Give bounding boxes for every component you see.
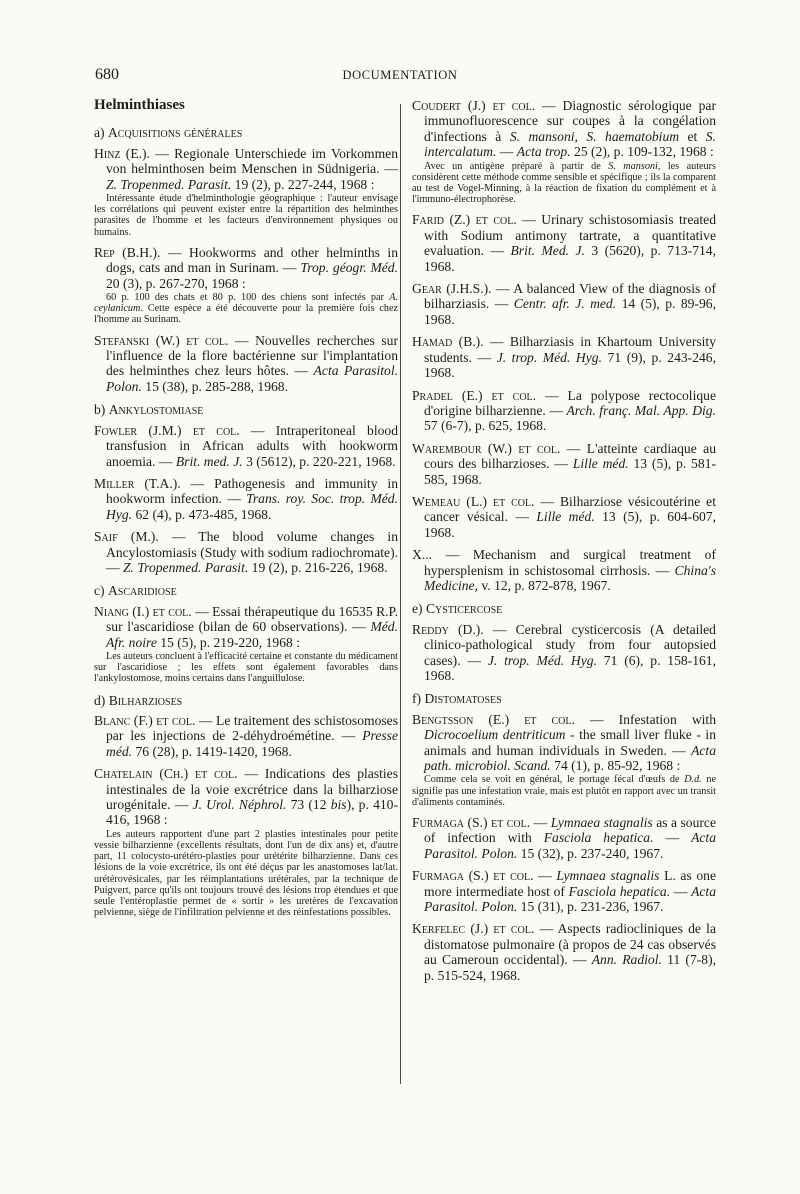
citation: Chatelain (Ch.) et col. — Indications des plasties intestinales de la voie excrétrice dans la bilharziose urogénitale. — J. Urol. Néphrol. 73 (12 bis), p. 410-416, 1968 : bbox=[94, 766, 398, 828]
right-column bbox=[412, 98, 716, 990]
abstract-note: 60 p. 100 des chats et 80 p. 100 des chiens sont infectés par A. ceylanicum. Cette espèce a été découverte pour la première fois chez l'homme au Surinam. bbox=[94, 292, 398, 326]
bibliography-entry bbox=[412, 547, 716, 593]
bibliography-entry bbox=[94, 333, 398, 395]
column-divider bbox=[400, 104, 401, 1084]
journal: Lille méd. bbox=[572, 456, 629, 472]
citation: Miller (T.A.). — Pathogenesis and immunity in hookworm infection. — Trans. roy. Soc. trop. Méd. Hyg. 62 (4), p. 473-485, 1968. bbox=[94, 475, 399, 522]
bibliography-entry bbox=[412, 622, 716, 684]
journal: Acta path. microbiol. Scand. bbox=[424, 742, 716, 774]
author: Hamad (B.). bbox=[412, 334, 484, 350]
journal: Z. Tropenmed. Parasit. bbox=[123, 559, 249, 575]
author: Wemeau (L.) et col. bbox=[412, 493, 535, 509]
journal: Acta trop. bbox=[516, 144, 571, 160]
citation: Warembour (W.) et col. — L'atteinte cardiaque au cours des bilharzioses. — Lille méd. 13 (5), p. 581-585, 1968. bbox=[412, 440, 716, 487]
author: Miller (T.A.). bbox=[94, 475, 181, 491]
page-number: 680 bbox=[95, 66, 119, 83]
bibliography-entry bbox=[412, 281, 716, 327]
citation: Bengtsson (E.) et col. — Infestation with Dicrocoelium dentriticum - the small liver fluke - in animals and human individuals in Sweden. — Acta path. microbiol. Scand. 74 (1), p. 85-92, 1968 : bbox=[412, 711, 716, 774]
citation: Hamad (B.). — Bilharziasis in Khartoum University students. — J. trop. Méd. Hyg. 71 (9), p. 243-246, 1968. bbox=[412, 334, 716, 381]
citation: X... — Mechanism and surgical treatment of hypersplenism in schistosomal cirrhosis. — China's Medicine, v. 12, p. 872-878, 1967. bbox=[412, 547, 716, 593]
citation: Niang (I.) et col. — Essai thérapeutique du 16535 R.P. sur l'ascaridiose (bilan de 60 observations). — Méd. Afr. noire 15 (5), p. 219-220, 1968 : bbox=[94, 603, 398, 650]
author: Coudert (J.) et col. bbox=[412, 98, 536, 113]
journal: Arch. franç. Mal. App. Dig. bbox=[566, 402, 716, 418]
abstract-note: Les auteurs concluent à l'efficacité certaine et constante du médicament sur l'ascaridiose ; les effets sont également favorables dans l'ankylostomose, moins certains dans l'anguillulose. bbox=[94, 650, 398, 685]
bibliography-entry bbox=[94, 146, 398, 238]
journal: J. trop. Méd. Hyg. bbox=[496, 349, 602, 365]
bibliography-entry bbox=[94, 476, 398, 522]
abstract-note: Comme cela se voit en général, le portage fécal d'œufs de D.d. ne signifie pas une infestation vraie, mais est plutôt en rapport avec un transit d'aliments contaminés. bbox=[412, 774, 716, 808]
author: Blanc (F.) et col. bbox=[94, 713, 196, 728]
journal: Acta Parasitol. Polon. bbox=[424, 883, 717, 915]
journal: Trop. géogr. Méd. bbox=[300, 260, 398, 276]
bibliography-entry bbox=[94, 423, 398, 469]
journal: China's Medicine, bbox=[424, 562, 716, 593]
bibliography-entry bbox=[412, 441, 716, 487]
journal: Centr. afr. J. med. bbox=[513, 296, 617, 312]
journal: J. trop. Méd. Hyg. bbox=[487, 652, 597, 668]
subsection-heading-e: e) Cysticercose bbox=[412, 601, 503, 617]
journal: Acta Parasitol. Polon. bbox=[424, 830, 716, 861]
journal: Méd. Afr. noire bbox=[106, 619, 398, 650]
running-title: DOCUMENTATION bbox=[342, 68, 458, 82]
citation: Hinz (E.). — Regionale Unterschiede im Vorkommen von helminthosen beim Menschen in Südnigeria. — Z. Tropenmed. Parasit. 19 (2), p. 227-244, 1968 : bbox=[94, 145, 398, 192]
author: Rep (B.H.). bbox=[94, 244, 161, 260]
abstract-note: Les auteurs rapportent d'une part 2 plasties intestinales pour petite vessie bilharzienne (excellents résultats, dont l'un de dix ans) et, d'autre part, 11 colocysto-urétéro-plasties pour urétérite bilharzienne. Dans ces lésions de la voie excrétrice, ils ont été déçus par les anastomoses lat/lat. urétérovésicales, par les réimplantations urétérales, par la technique de Puigvert, parce qu'ils ont toujours trouvé des lésions trop étendues et que seule l'entéroplastie permet de « sortir » les uretères de l'excavation pelvienne, siège de l'infiltration pelvienne et des réinfestations possibles. bbox=[94, 828, 398, 919]
bibliography-entry bbox=[412, 334, 716, 380]
citation: Gear (J.H.S.). — A balanced View of the diagnosis of bilharziasis. — Centr. afr. J. med. 14 (5), p. 89-96, 1968. bbox=[412, 281, 717, 327]
citation: Farid (Z.) et col. — Urinary schistosomiasis treated with Sodium antimony tartrate, a quantitative evaluation. — Brit. Med. J. 3 (5620), p. 713-714, 1968. bbox=[412, 212, 717, 274]
bibliography-entry bbox=[94, 529, 398, 575]
author: X... bbox=[412, 547, 433, 563]
author: Fowler (J.M.) et col. bbox=[94, 422, 240, 438]
citation: Reddy (D.). — Cerebral cysticercosis (A detailed clinico-pathological study from four autopsied cases). — J. trop. Méd. Hyg. 71 (6), p. 158-161, 1968. bbox=[412, 621, 716, 683]
citation: Rep (B.H.). — Hookworms and other helminths in dogs, cats and man in Surinam. — Trop. géogr. Méd. 20 (3), p. 267-270, 1968 : bbox=[94, 244, 398, 291]
author: Pradel (E.) et col. bbox=[412, 387, 537, 403]
bibliography-entry bbox=[412, 868, 716, 914]
citation: Furmaga (S.) et col. — Lymnaea stagnalis L. as one more intermediate host of Fasciola hepatica. — Acta Parasitol. Polon. 15 (31), p. 231-236, 1967. bbox=[412, 868, 717, 915]
bibliography-entry bbox=[94, 604, 398, 685]
author: Saif (M.). bbox=[94, 529, 159, 545]
bibliography-entry bbox=[94, 245, 398, 326]
citation: Saif (M.). — The blood volume changes in Ancylostomiasis (Study with sodium radiochromate). — Z. Tropenmed. Parasit. 19 (2), p. 216-226, 1968. bbox=[94, 529, 399, 575]
bibliography-entry bbox=[94, 713, 398, 759]
citation: Stefanski (W.) et col. — Nouvelles recherches sur l'influence de la flore bactérienne sur l'implantation des helminthes chez leurs hôtes. — Acta Parasitol. Polon. 15 (38), p. 285-288, 1968. bbox=[94, 332, 399, 394]
bibliography-entry bbox=[412, 494, 716, 540]
bibliography-entry bbox=[412, 212, 716, 274]
journal: Ann. Radiol. bbox=[591, 952, 662, 968]
author: Reddy (D.). bbox=[412, 621, 484, 637]
journal: Trans. roy. Soc. trop. Méd. Hyg. bbox=[106, 491, 399, 522]
citation: Coudert (J.) et col. — Diagnostic sérologique par immunofluorescence sur coupes à la congélation d'infections à S. mansoni, S. haematobium et S. intercalatum. — Acta trop. 25 (2), p. 109-132, 1968 : bbox=[412, 98, 716, 160]
left-column bbox=[94, 98, 398, 925]
citation: Furmaga (S.) et col. — Lymnaea stagnalis as a source of infection with Fasciola hepatica. — Acta Parasitol. Polon. 15 (32), p. 237-240, 1967. bbox=[412, 815, 716, 861]
journal: Lille méd. bbox=[536, 509, 595, 525]
subsection-heading-d: d) Bilharzioses bbox=[94, 692, 183, 708]
author: Niang (I.) et col. bbox=[94, 603, 192, 619]
author: Farid (Z.) et col. bbox=[412, 212, 517, 228]
citation: Kerfelec (J.) et col. — Aspects radiocliniques de la distomatose pulmonaire (à propos de 24 cas observés au Cameroun occidental). — Ann. Radiol. 11 (7-8), p. 515-524, 1968. bbox=[412, 921, 716, 983]
author: Hinz (E.). bbox=[94, 145, 150, 161]
journal: Brit. Med. J. bbox=[510, 243, 585, 259]
bibliography-entry bbox=[94, 766, 398, 918]
bibliography-entry bbox=[412, 921, 716, 983]
author: Furmaga (S.) et col. bbox=[412, 868, 534, 884]
bibliography-entry bbox=[412, 98, 716, 205]
subsection-heading-c: c) Ascaridiose bbox=[94, 583, 177, 599]
author: Bengtsson (E.) et col. bbox=[412, 711, 575, 727]
subsection-heading-a: a) Acquisitions générales bbox=[94, 125, 243, 141]
citation: Wemeau (L.) et col. — Bilharziose vésicoutérine et cancer vésical. — Lille méd. 13 (5), p. 604-607, 1968. bbox=[412, 493, 717, 540]
subsection-heading-b: b) Ankylostomiase bbox=[94, 402, 204, 418]
citation: Pradel (E.) et col. — La polypose rectocolique d'origine bilharzienne. — Arch. franç. Mal. App. Dig. 57 (6-7), p. 625, 1968. bbox=[412, 387, 716, 434]
author: Kerfelec (J.) et col. bbox=[412, 921, 535, 937]
journal: Acta Parasitol. Polon. bbox=[106, 363, 398, 394]
journal: Z. Tropenmed. Parasit. bbox=[106, 176, 232, 192]
author: Gear (J.H.S.). bbox=[412, 281, 492, 297]
journal: Brit. med. J. bbox=[175, 453, 243, 469]
bibliography-entry bbox=[412, 815, 716, 861]
citation: Blanc (F.) et col. — Le traitement des schistosomoses par les injections de 2-déhydroémétine. — Presse méd. 76 (28), p. 1419-1420, 1968. bbox=[94, 713, 399, 759]
subsection-heading-f: f) Distomatoses bbox=[412, 691, 502, 707]
bibliography-entry bbox=[412, 712, 716, 808]
abstract-note: Intéressante étude d'helminthologie géographique : l'auteur envisage les corrélations qui peuvent exister entre la répartition des helminthes parasites de l'homme et les facteurs d'environnement physiques ou humains. bbox=[94, 193, 398, 238]
author: Stefanski (W.) et col. bbox=[94, 332, 229, 348]
author: Warembour (W.) et col. bbox=[412, 440, 561, 456]
citation: Fowler (J.M.) et col. — Intraperitoneal blood transfusion in African adults with hookworm anoemia. — Brit. med. J. 3 (5612), p. 220-221, 1968. bbox=[94, 422, 398, 469]
abstract-note: Avec un antigène préparé à partir de S. mansoni, les auteurs considèrent cette méthode comme sensible et spécifique ; ils la comparent au test de Vogel-Minning, à la réaction de fixation du complément et à l'immuno-électrophorèse. bbox=[412, 160, 716, 206]
author: Furmaga (S.) et col. bbox=[412, 815, 531, 831]
journal: J. Urol. Néphrol. bbox=[192, 797, 287, 813]
bibliography-entry bbox=[412, 388, 716, 434]
section-title: Helminthiases bbox=[94, 97, 185, 113]
journal: Presse méd. bbox=[106, 728, 398, 759]
author: Chatelain (Ch.) et col. bbox=[94, 766, 238, 782]
